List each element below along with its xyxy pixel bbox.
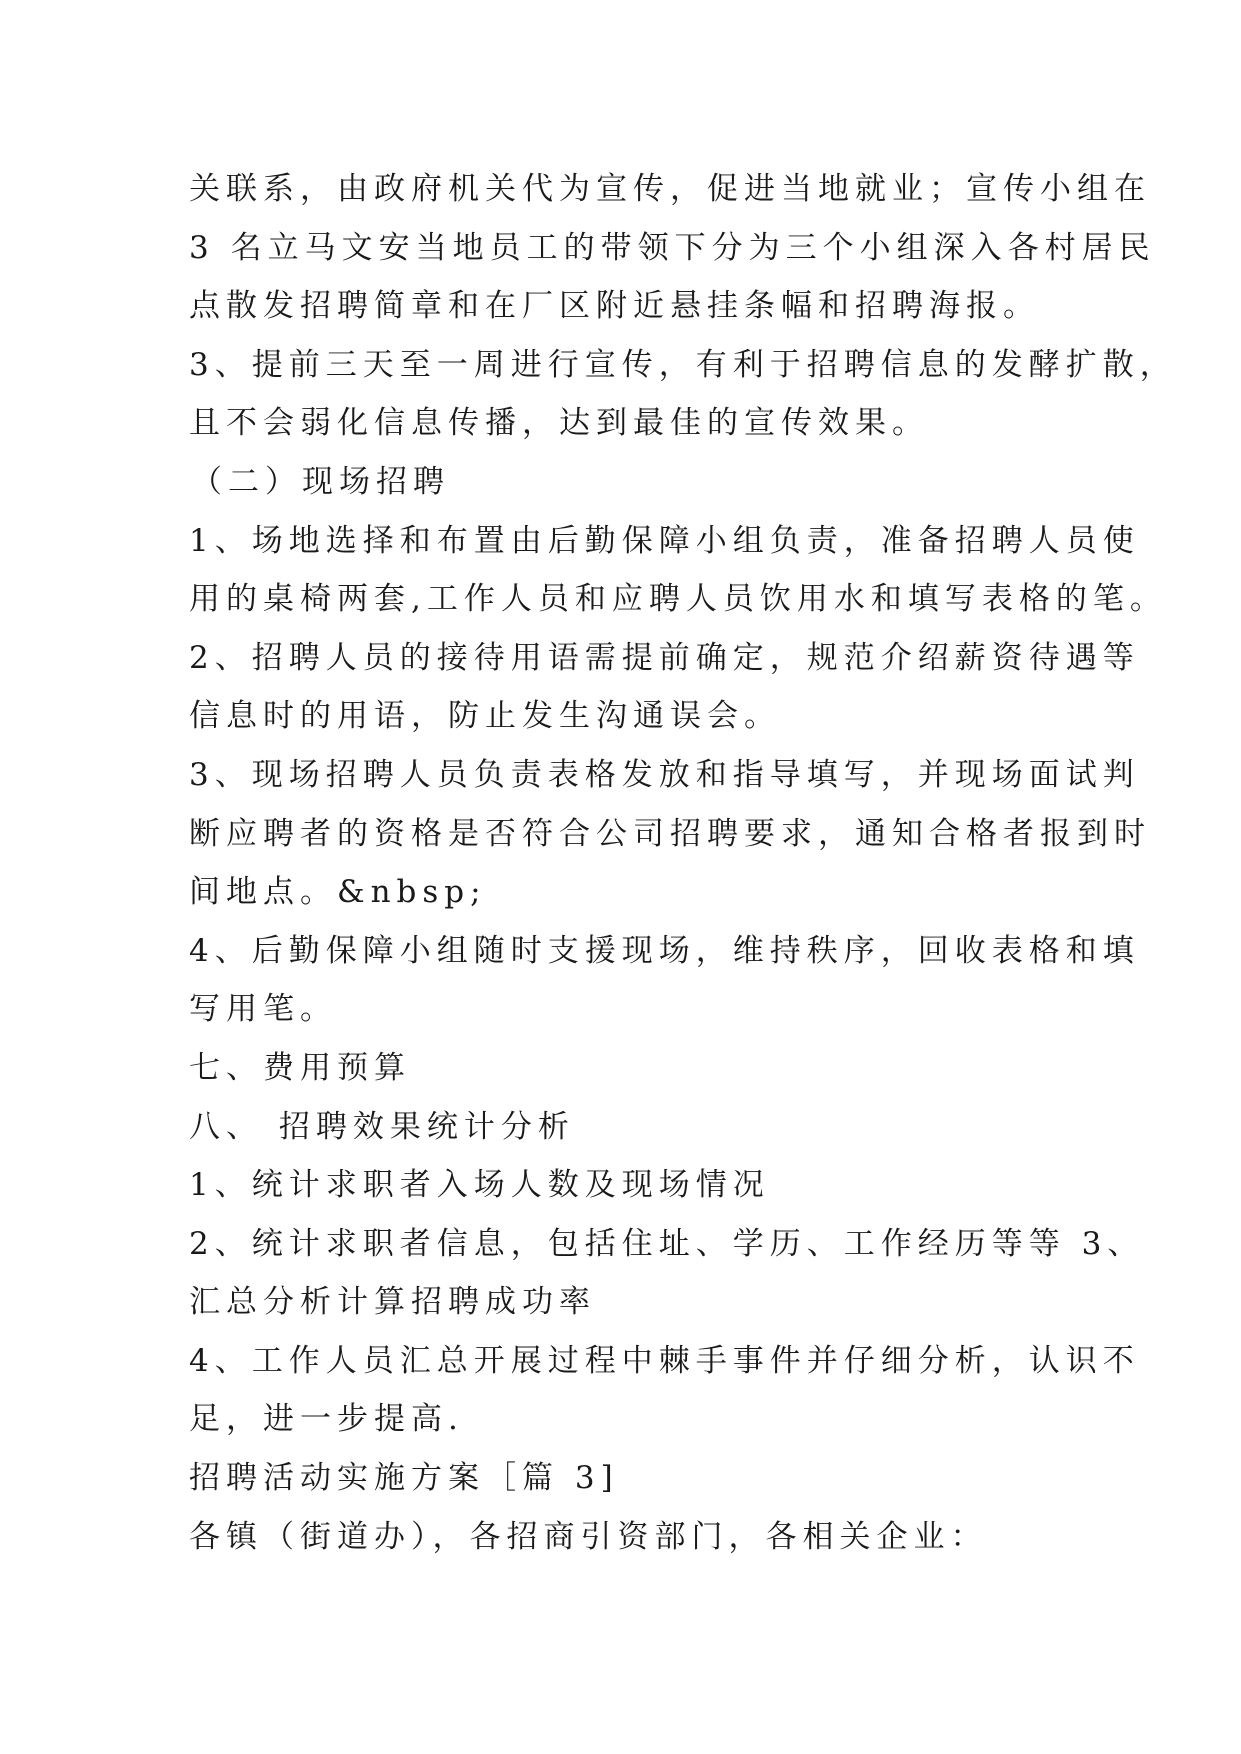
text-line-24: 各镇（街道办），各招商引资部门，各相关企业：: [189, 1518, 988, 1555]
section-heading-analysis: 八、 招聘效果统计分析: [189, 1108, 575, 1145]
text-line-14: 4、后勤保障小组随时支援现场，维持秩序，回收表格和填: [189, 932, 1140, 969]
text-line-15: 写用笔。: [189, 991, 337, 1028]
text-line-20: 汇总分析计算招聘成功率: [189, 1284, 596, 1321]
text-line-22: 足，进一步提高.: [189, 1401, 464, 1438]
section-heading-budget: 七、费用预算: [189, 1049, 411, 1086]
text-line-8: 用的桌椅两套,工作人员和应聘人员饮用水和填写表格的笔。: [189, 581, 1167, 618]
text-line-19: 2、统计求职者信息，包括住址、学历、工作经历等等 3、: [189, 1225, 1145, 1262]
text-line-4: 3、提前三天至一周进行宣传，有利于招聘信息的发酵扩散，: [189, 346, 1177, 383]
text-line-7: 1、场地选择和布置由后勤保障小组负责，准备招聘人员使: [189, 522, 1140, 559]
text-line-18: 1、统计求职者入场人数及现场情况: [189, 1167, 770, 1204]
text-line-10: 信息时的用语，防止发生沟通误会。: [189, 698, 781, 735]
text-line-3: 点散发招聘简章和在厂区附近悬挂条幅和招聘海报。: [189, 288, 1040, 325]
text-line-5: 且不会弱化信息传播，达到最佳的宣传效果。: [189, 405, 929, 442]
section-heading-onsite-recruitment: （二）现场招聘: [191, 463, 450, 500]
text-line-2: 3 名立马文安当地员工的带领下分为三个小组深入各村居民: [189, 229, 1156, 266]
text-line-11: 3、现场招聘人员负责表格发放和指导填写，并现场面试判: [189, 756, 1140, 793]
text-line-9: 2、招聘人员的接待用语需提前确定，规范介绍薪资待遇等: [189, 639, 1140, 676]
document-section-title: 招聘活动实施方案［篇 3]: [189, 1460, 619, 1497]
text-line-21: 4、工作人员汇总开展过程中棘手事件并仔细分析，认识不: [189, 1342, 1140, 1379]
text-line-1: 关联系，由政府机关代为宣传，促进当地就业；宣传小组在: [189, 171, 1151, 207]
text-line-13: 间地点。&nbsp;: [189, 874, 487, 911]
text-line-12: 断应聘者的资格是否符合公司招聘要求，通知合格者报到时: [189, 815, 1151, 852]
document-body: [189, 160, 1177, 1566]
